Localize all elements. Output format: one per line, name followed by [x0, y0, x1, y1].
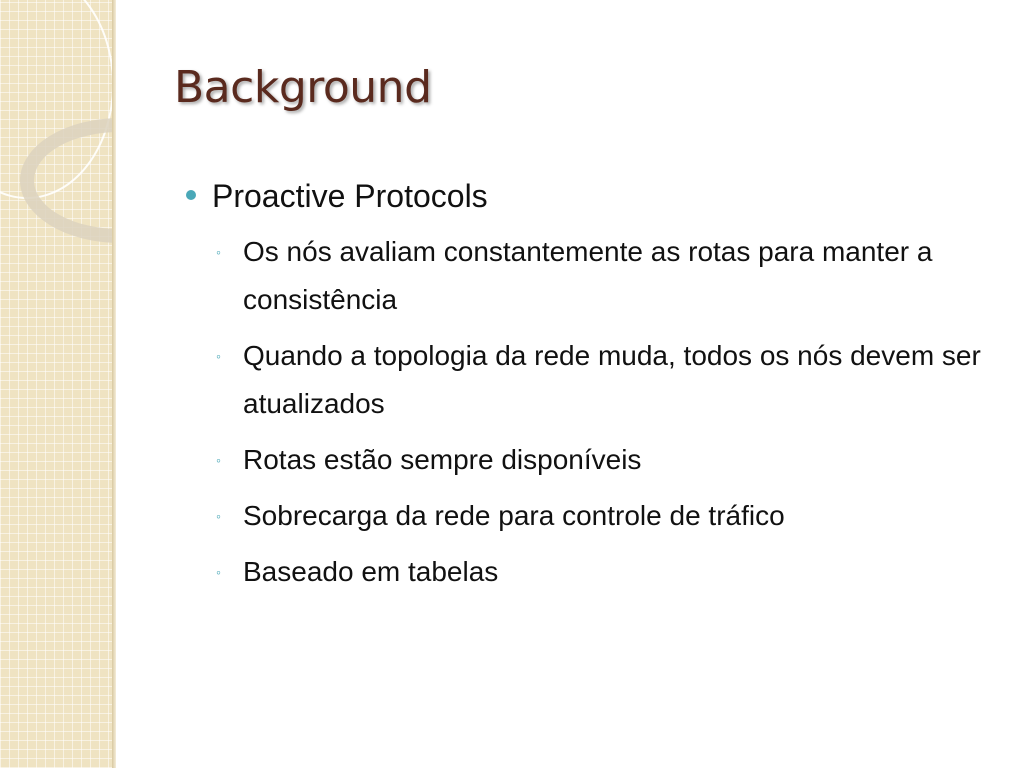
sub-bullet-text: Os nós avaliam constantemente as rotas para manter a consistência	[243, 236, 933, 315]
sub-bullet-text: Baseado em tabelas	[243, 556, 499, 587]
hollow-circle-bullet-icon: ◦	[216, 244, 221, 260]
sub-bullet-item	[216, 436, 986, 484]
sub-bullet-item	[216, 548, 986, 596]
hollow-circle-bullet-icon: ◦	[216, 348, 221, 364]
sub-bullet-item	[216, 332, 986, 428]
sub-bullet-text: Rotas estão sempre disponíveis	[243, 444, 642, 475]
main-bullet	[186, 172, 986, 220]
panel-edge	[112, 0, 116, 768]
main-bullet-label: Proactive Protocols	[212, 178, 488, 214]
bullet-dot-icon	[186, 190, 196, 200]
sub-bullet-text: Sobrecarga da rede para controle de tráfico	[243, 500, 785, 531]
sub-bullet-item	[216, 492, 986, 540]
decorative-side-panel	[0, 0, 112, 768]
hollow-circle-bullet-icon: ◦	[216, 564, 221, 580]
hollow-circle-bullet-icon: ◦	[216, 508, 221, 524]
sub-bullet-item	[216, 228, 986, 324]
hollow-circle-bullet-icon: ◦	[216, 452, 221, 468]
sub-bullet-text: Quando a topologia da rede muda, todos os nós devem ser atualizados	[243, 340, 981, 419]
sub-bullet-list	[186, 228, 986, 596]
slide-title: Background	[174, 62, 432, 113]
slide-content	[186, 172, 986, 604]
